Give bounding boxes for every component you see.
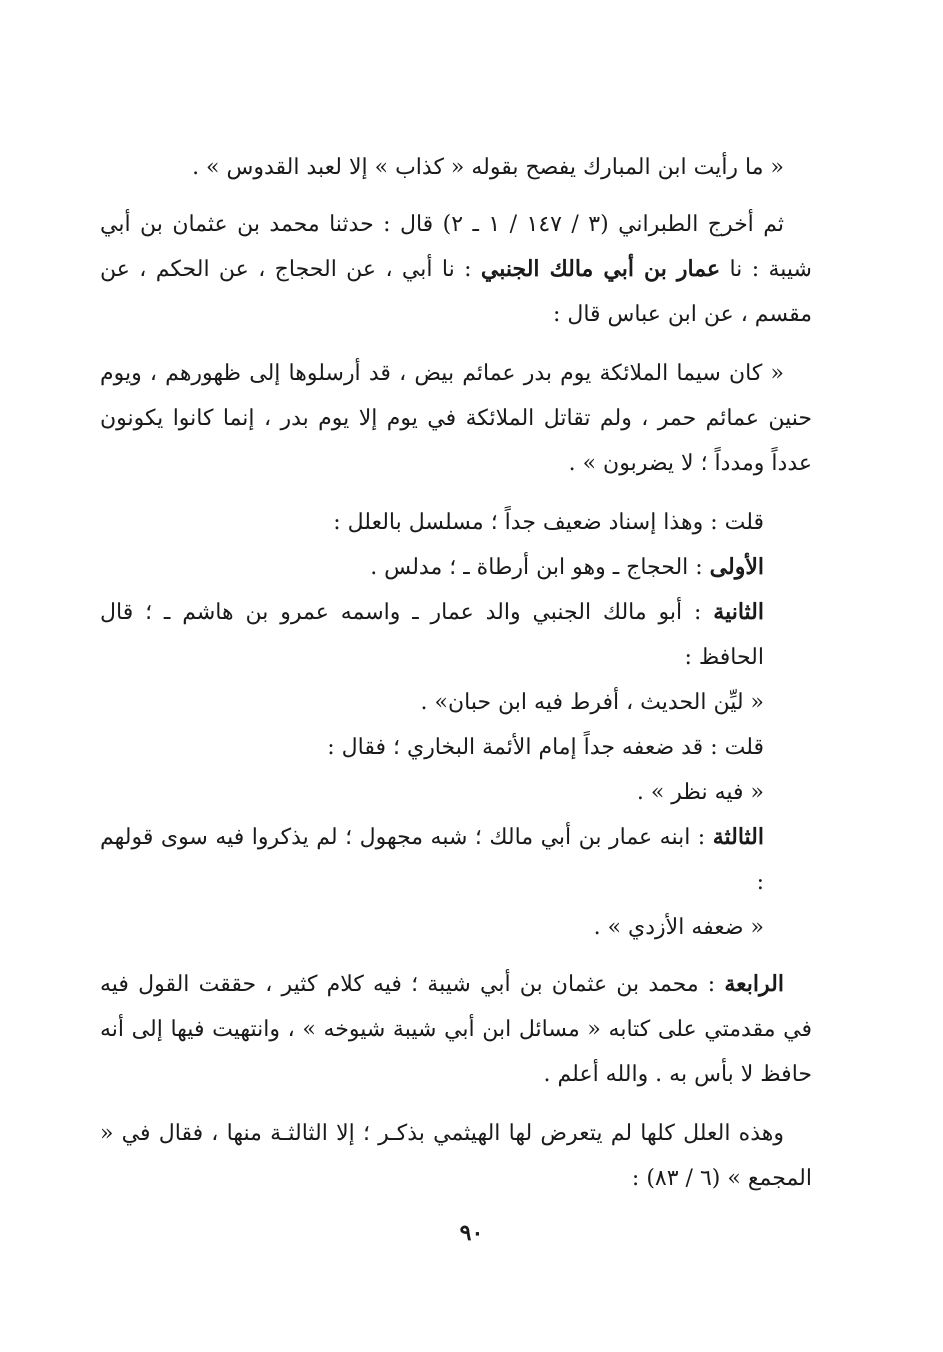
- paragraph-azdi-quote: [100, 905, 812, 950]
- paragraph-quote-ibn-mubarak: [100, 145, 812, 190]
- paragraph-text: : نا أبي ، عن الحجاج ، عن الحكم ، عن مقسم ، عن ابن عباس قال :: [100, 257, 812, 327]
- defect-label: الثالثة: [712, 824, 764, 850]
- paragraph-text: ثم أخرج الطبراني (٣ / ١٤٧ / ١ ـ ٢) قال : حدثنا محمد بن عثمان بن أبي شيبة : نا: [100, 212, 812, 282]
- spacer: [100, 486, 812, 500]
- page-body: [100, 145, 812, 1201]
- paragraph-haythami-note: [100, 1111, 812, 1201]
- paragraph-hafiz-quote: [100, 680, 812, 725]
- paragraph-defect-third: [100, 815, 812, 905]
- paragraph-text: « كان سيما الملائكة يوم بدر عمائم بيض ، قد أرسلوها إلى ظهورهم ، ويوم حنين عمائم حمر ، ولم تقاتل الملائكة في يوم إلا يوم بدر ، إنما كانوا يكونون عدداً ومدداً ؛ لا يضربون » .: [100, 361, 812, 476]
- paragraph-verdict: [100, 500, 812, 545]
- paragraph-defect-first: [100, 545, 812, 590]
- paragraph-text: وهذه العلل كلها لم يتعرض لها الهيثمي بذكـر ؛ إلا الثالثـة منها ، فقال في « المجمع » (٦ / ٨٣) :: [100, 1121, 812, 1191]
- spacer: [100, 1097, 812, 1111]
- defect-label: الرابعة: [724, 971, 784, 997]
- paragraph-text: « ضعفه الأزدي » .: [593, 915, 764, 940]
- page-number: ٩٠: [459, 1220, 484, 1246]
- paragraph-text: قلت : وهذا إسناد ضعيف جداً ؛ مسلسل بالعلل :: [333, 510, 764, 535]
- paragraph-text: : أبو مالك الجنبي والد عمار ـ واسمه عمرو بن هاشم ـ ؛ قال الحافظ :: [100, 600, 764, 670]
- paragraph-text: : ابنه عمار بن أبي مالك ؛ شبه مجهول ؛ لم يذكروا فيه سوى قولهم :: [100, 825, 764, 895]
- paragraph-text: « فيه نظر » .: [636, 780, 764, 805]
- spacer: [100, 190, 812, 202]
- paragraph-bukhari-quote: [100, 770, 812, 815]
- spacer: [100, 337, 812, 351]
- paragraph-text: « ليِّن الحديث ، أفرط فيه ابن حبان» .: [420, 690, 764, 715]
- paragraph-text: : الحجاج ـ وهو ابن أرطاة ـ ؛ مدلس .: [370, 555, 710, 580]
- defect-label: الأولى: [709, 554, 764, 580]
- paragraph-hadith-text: [100, 351, 812, 486]
- narrator-name-bold: عمار بن أبي مالك الجنبي: [480, 256, 721, 282]
- spacer: [100, 950, 812, 962]
- paragraph-tabarani-isnad: [100, 202, 812, 337]
- defect-label: الثانية: [713, 599, 764, 625]
- paragraph-text: : محمد بن عثمان بن أبي شيبة ؛ فيه كلام كثير ، حققت القول فيه في مقدمتي على كتابه « مسائل ابن أبي شيبة شيوخه » ، وانتهيت فيها إلى أنه حافظ لا بأس به . والله أعلم .: [100, 972, 812, 1087]
- paragraph-text: « ما رأيت ابن المبارك يفصح بقوله « كذاب » إلا لعبد القدوس » .: [192, 155, 784, 180]
- paragraph-defect-fourth: [100, 962, 812, 1097]
- paragraph-bukhari-note: [100, 725, 812, 770]
- paragraph-text: قلت : قد ضعفه جداً إمام الأئمة البخاري ؛ فقال :: [327, 735, 764, 760]
- paragraph-defect-second: [100, 590, 812, 680]
